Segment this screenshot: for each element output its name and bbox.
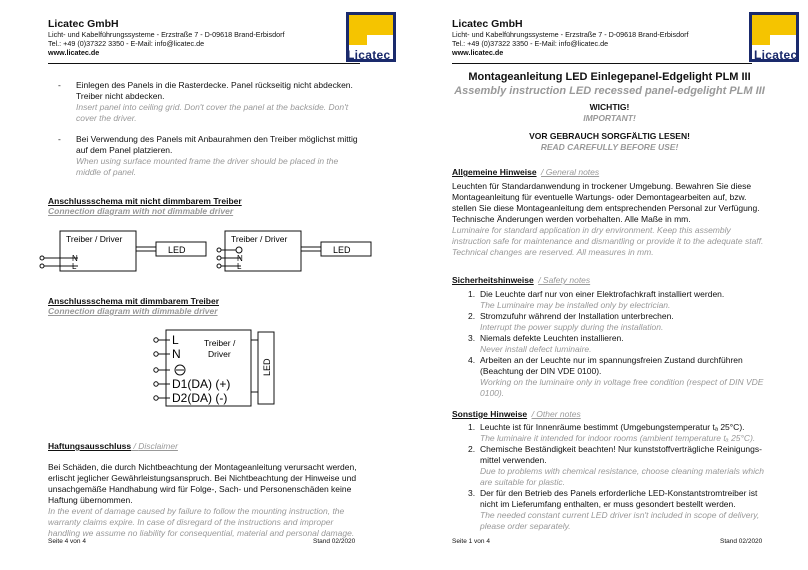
pin-d2: D2(DA) (-) <box>172 391 228 405</box>
company-contact: Tel.: +49 (0)37322 3350 - E-Mail: info@licatec.de <box>48 39 205 48</box>
list-item: 2. Chemische Beständigkeit beachten! Nur kunststoffverträgliche Reinigungs-mittel verwenden. Due to problems with chemical resistance, choose cleaning materials which are suitable for plastic. <box>468 444 764 487</box>
list-item: 3. Niemals defekte Leuchten installieren. Never install defect luminaire. <box>468 333 624 354</box>
header-rule <box>48 63 360 64</box>
company-name: Licatec GmbH <box>48 18 119 30</box>
footer-date: Stand 02/2020 <box>313 538 356 545</box>
page-right <box>404 0 808 570</box>
bullet-1: - Einlegen des Panels in die Rasterdecke. Panel rückseitig nicht abdecken. Treiber nicht abdecken. Insert panel into ceiling grid. Don't cover the panel at the backside. Don't cover the driver. <box>58 80 363 124</box>
general-heading: Allgemeine Hinweise / General notes <box>452 167 600 177</box>
footer-page: Seite 4 von 4 <box>48 538 86 545</box>
pin-l: L <box>72 262 77 271</box>
company-name: Licatec GmbH <box>452 18 523 30</box>
title-de: Montageanleitung LED Einlegepanel-Edgelight PLM III <box>468 71 751 83</box>
other-list <box>452 422 767 532</box>
bullet-1-en: Insert panel into ceiling grid. Don't cover the panel at the backside. Don't cover the driver. <box>76 102 349 123</box>
read-notice: VOR GEBRAUCH SORGFÄLTIG LESEN! READ CAREFULLY BEFORE USE! <box>529 131 690 152</box>
driver-label-1: Treiber / <box>204 338 236 348</box>
driver-label: Treiber / Driver <box>66 234 123 244</box>
list-item: 3. Der für den Betrieb des Panels erforderliche LED-Konstantstromtreiber ist nicht im Lieferumfang enthalten, er muss gesondert bestellt werden. The needed constant current LED driver isn't included in scope of delivery, please order separately. <box>468 488 760 531</box>
important-notice: WICHTIG! IMPORTANT! <box>583 102 636 123</box>
company-address: Licht- und Kabelführungssysteme - Erzstraße 7 - D-09618 Brand-Erbisdorf <box>452 30 689 39</box>
safety-heading: Sicherheitshinweise / Safety notes <box>452 275 591 285</box>
bullet-2: - Bei Verwendung des Panels mit Anbaurahmen den Treiber möglichst mittig auf dem Panel platzieren. When using surface mounted frame the driver should be placed in the middle of panel. <box>58 134 363 178</box>
pin-l: L <box>237 262 242 271</box>
company-address: Licht- und Kabelführungssysteme - Erzstraße 7 - D-09618 Brand-Erbisdorf <box>48 30 285 39</box>
driver-label-2: Driver <box>208 349 231 359</box>
other-heading: Sonstige Hinweise / Other notes <box>452 409 581 419</box>
pin-n: N <box>172 347 181 361</box>
disclaimer-text: Bei Schäden, die durch Nichtbeachtung der Montageanleitung verursacht werden, erlischt jeglicher Gewährleistungsanspruch. Bei Nichtbeachtung der Hinweise und unsachgemäße Handhabung wird für Folge-, Sach- und Personenschäden keine Haftung übernommen. In the event of damage caused by failure to follow the mounting instruction, the warranty claims expire. In case of disregard of the instructions and improper handling we assume no liability for consequential, material and personal damage. <box>48 462 357 538</box>
letterhead <box>452 18 722 57</box>
ground-icon <box>236 247 242 253</box>
driver-label: Treiber / Driver <box>231 234 288 244</box>
company-contact: Tel.: +49 (0)37322 3350 - E-Mail: info@licatec.de <box>452 39 609 48</box>
general-text: Leuchten für Standardanwendung in trockener Umgebung. Bewahren Sie diese Montageanleitung für eventuelle Wartungs- oder Demontagearbeiten auf, bzw. stellen Sie diese Montageanleitung dem entsprechenden Personal zur Verfügung. Technische Änderungen werden vorbehalten. Alle Maße in mm. Luminaire for standard application in dry environment. Keep this assembly instruction safe for maintenance and dismantling or provide it to the adequate staff. Technical changes are reserved. All measures in mm. <box>452 181 764 257</box>
letterhead <box>48 18 318 57</box>
logo-text: Licatec <box>754 48 798 62</box>
bullet-1-de: Einlegen des Panels in die Rasterdecke. Panel rückseitig nicht abdecken. Treiber nicht abdecken. <box>76 80 353 101</box>
logo-text: Licatec <box>347 48 391 62</box>
diagram-dimmable <box>150 328 280 408</box>
list-item: 4. Arbeiten an der Leuchte nur im spannungsfreien Zustand durchführen (Beachtung der DIN VDE 0100). Working on the luminaire only in voltage free condition (respect of DIN VDE 0100). <box>468 355 764 398</box>
bullet-2-en: When using surface mounted frame the driver should be placed in the middle of panel. <box>76 156 339 177</box>
diagram-not-dimmable-a <box>38 228 208 276</box>
pin-l: L <box>172 333 179 347</box>
led-label: LED <box>333 245 351 255</box>
pin-d1: D1(DA) (+) <box>172 377 231 391</box>
title-en: Assembly instruction LED recessed panel-edgelight PLM III <box>454 85 765 97</box>
list-item: 1. Leuchte ist für Innenräume bestimmt (Umgebungstemperatur tₐ 25°C). The luminaire it intended for indoor rooms (ambient temperature tₐ 25°C). <box>468 422 756 443</box>
led-label: LED <box>168 245 186 255</box>
safety-list <box>452 289 767 399</box>
list-item: 2. Stromzufuhr während der Installation unterbrechen. Interrupt the power supply during the installation. <box>468 311 674 332</box>
diag2-heading: Anschlussschema mit dimmbarem Treiber Connection diagram with dimmable driver <box>48 296 220 316</box>
disclaimer-heading: Haftungsausschluss / Disclaimer <box>48 441 178 451</box>
pin-n: N <box>237 254 243 263</box>
led-label: LED <box>262 358 272 376</box>
company-website: www.licatec.de <box>48 48 100 57</box>
footer-date: Stand 02/2020 <box>720 538 763 545</box>
footer-page: Seite 1 von 4 <box>452 538 490 545</box>
document-title <box>452 70 767 98</box>
pin-n: N <box>72 254 78 263</box>
company-website: www.licatec.de <box>452 48 504 57</box>
list-item: 1. Die Leuchte darf nur von einer Elektrofachkraft installiert werden. The Luminaire may be installed only by electrician. <box>468 289 725 310</box>
diagram-not-dimmable-b <box>215 228 385 276</box>
diag1-heading: Anschlussschema mit nicht dimmbarem Treiber Connection diagram with not dimmable driver <box>48 196 242 216</box>
bullet-2-de: Bei Verwendung des Panels mit Anbaurahmen den Treiber möglichst mittig auf dem Panel platzieren. <box>76 134 358 155</box>
header-rule <box>452 63 752 64</box>
